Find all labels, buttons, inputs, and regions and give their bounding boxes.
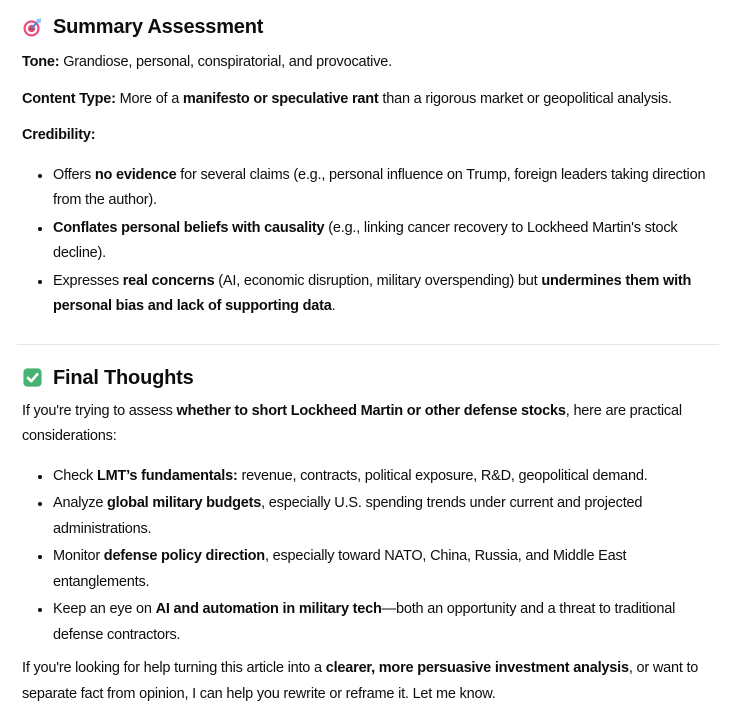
considerations-bullet-list bbox=[22, 464, 717, 649]
list-item: • Analyze global military budgets, especially U.S. spending trends under current and projected administrations. bbox=[52, 491, 717, 542]
final-outro-paragraph: If you're looking for help turning this article into a clearer, more persuasive investment analysis, or want to separate fact from opinion, I can help you rewrite or reframe it. Let me know. bbox=[22, 660, 699, 702]
list-item: • Offers no evidence for several claims (e.g., personal influence on Trump, foreign leaders taking direction from the author). bbox=[52, 163, 717, 214]
tone-paragraph: Tone: Grandiose, personal, conspiratorial, and provocative. bbox=[22, 54, 392, 70]
list-item: • Conflates personal beliefs with causality (e.g., linking cancer recovery to Lockheed Martin's stock decline). bbox=[52, 216, 717, 267]
dart-target-icon bbox=[22, 17, 43, 38]
final-thoughts-section bbox=[22, 365, 717, 706]
list-item: • Check LMT’s fundamentals: revenue, contracts, political exposure, R&D, geopolitical demand. bbox=[52, 464, 717, 490]
final-intro-paragraph: If you're trying to assess whether to short Lockheed Martin or other defense stocks, here are practical considerations: bbox=[22, 402, 682, 444]
summary-section-heading bbox=[22, 14, 717, 40]
summary-paragraphs bbox=[22, 50, 717, 149]
list-item: • Keep an eye on AI and automation in military tech—both an opportunity and a threat to traditional defense contractors. bbox=[52, 597, 717, 648]
check-mark-icon bbox=[22, 367, 43, 388]
final-heading-text: Final Thoughts bbox=[53, 366, 194, 389]
content-type-paragraph: Content Type: More of a manifesto or speculative rant than a rigorous market or geopolitical analysis. bbox=[22, 90, 672, 107]
section-divider bbox=[17, 344, 719, 345]
final-section-heading bbox=[22, 365, 717, 391]
list-item: • Monitor defense policy direction, especially toward NATO, China, Russia, and Middle East entanglements. bbox=[52, 544, 717, 595]
summary-heading-text: Summary Assessment bbox=[53, 16, 264, 38]
credibility-paragraph: Credibility: bbox=[22, 127, 96, 143]
list-item: • Expresses real concerns (AI, economic disruption, military overspending) but undermines them with personal bias and lack of supporting data. bbox=[52, 269, 717, 320]
credibility-bullet-list bbox=[22, 163, 717, 320]
summary-assessment-section bbox=[22, 14, 717, 320]
